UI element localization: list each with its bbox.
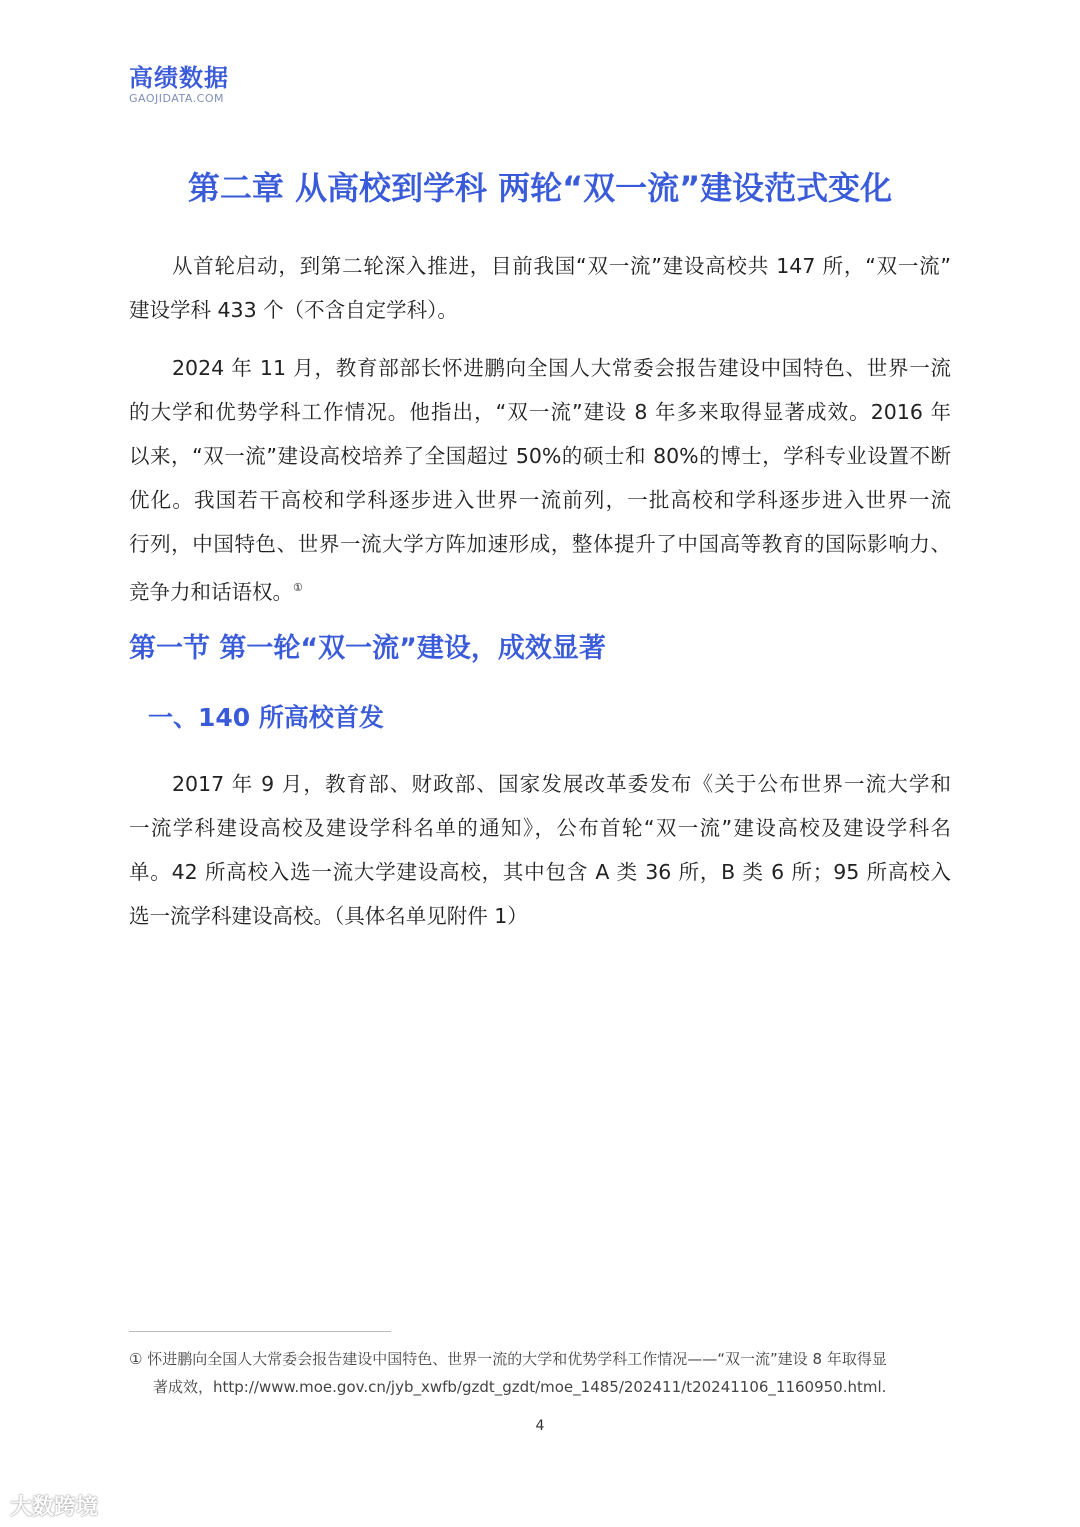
text-line: 建设学科 433 个（不含自定学科）。 — [129, 298, 458, 322]
text-line: 行列，中国特色、世界一流大学方阵加速形成，整体提升了中国高等教育的国际影响力、 — [129, 532, 951, 556]
logo-text-cn: 高绩数据 — [129, 64, 229, 92]
footnote-marker: ① — [129, 1350, 143, 1368]
footnote-line — [129, 1345, 951, 1373]
logo-text-en: GAOJIDATA.COM — [129, 92, 224, 105]
page-number: 4 — [535, 1418, 545, 1434]
text-line: 从首轮启动，到第二轮深入推进，目前我国“双一流”建设高校共 147 所，“双一流” — [172, 254, 951, 278]
subsection-title: 一、140 所高校首发 — [148, 703, 384, 732]
paragraph-2 — [129, 346, 951, 610]
text-line: 2024 年 11 月，教育部部长怀进鹏向全国人大常委会报告建设中国特色、世界一流 — [172, 356, 951, 380]
watermark: 大数跨境 — [10, 1495, 99, 1520]
footnote-text: 怀进鹏向全国人大常委会报告建设中国特色、世界一流的大学和优势学科工作情况——“双一流”建设 8 年取得显 — [147, 1350, 887, 1368]
text-line — [129, 566, 951, 610]
paragraph-3 — [129, 762, 951, 938]
text-line: 的大学和优势学科工作情况。他指出，“双一流”建设 8 年多来取得显著成效。2016 年 — [129, 400, 951, 424]
footnote-line: 著成效，http://www.moe.gov.cn/jyb_xwfb/gzdt_gzdt/moe_1485/202411/t20241106_1160950.html. — [153, 1378, 887, 1396]
chapter-title: 第二章 从高校到学科 两轮“双一流”建设范式变化 — [187, 169, 893, 207]
text-span: 竞争力和话语权。 — [129, 580, 293, 604]
footnote-ref[interactable]: ① — [293, 581, 303, 594]
text-line: 单。42 所高校入选一流大学建设高校，其中包含 A 类 36 所，B 类 6 所；95 所高校入 — [129, 860, 951, 884]
text-line: 优化。我国若干高校和学科逐步进入世界一流前列，一批高校和学科逐步进入世界一流 — [129, 488, 951, 512]
logo — [129, 64, 229, 106]
footnote — [129, 1345, 951, 1401]
text-line: 2017 年 9 月，教育部、财政部、国家发展改革委发布《关于公布世界一流大学和 — [172, 772, 951, 796]
section-title: 第一节 第一轮“双一流”建设，成效显著 — [129, 633, 606, 664]
footnote-divider — [129, 1331, 391, 1332]
text-line: 一流学科建设高校及建设学科名单的通知》，公布首轮“双一流”建设高校及建设学科名 — [129, 816, 951, 840]
text-line: 以来，“双一流”建设高校培养了全国超过 50%的硕士和 80%的博士，学科专业设置不断 — [129, 444, 951, 468]
paragraph-1 — [129, 244, 951, 332]
text-line: 选一流学科建设高校。（具体名单见附件 1） — [129, 904, 528, 928]
